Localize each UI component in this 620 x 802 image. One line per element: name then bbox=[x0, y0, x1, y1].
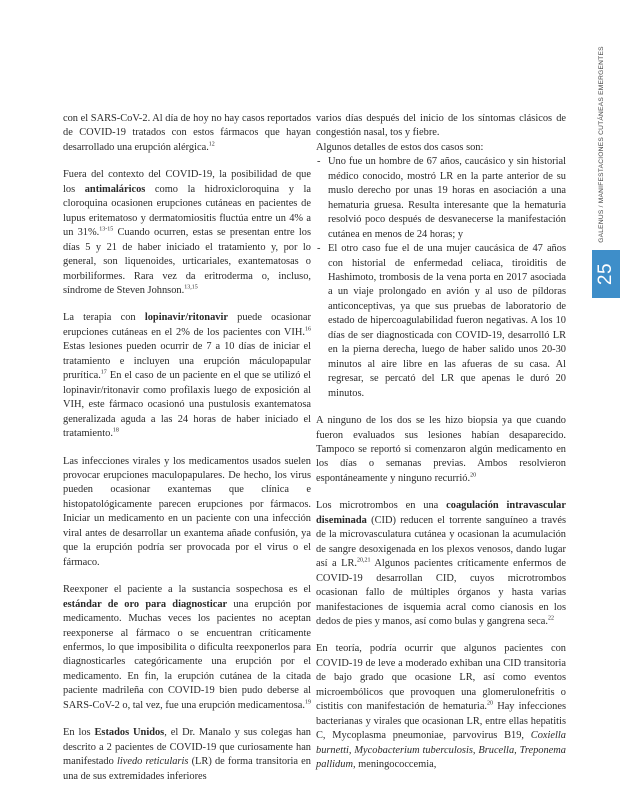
paragraph-text: Estas lesiones pueden ocurrir de 7 a 10 días de iniciar el tratamiento e incluyen una erupción máculopapular prurítica. bbox=[63, 341, 311, 382]
case-list bbox=[316, 155, 566, 401]
left-column bbox=[63, 112, 311, 797]
citation-ref: 22 bbox=[548, 615, 554, 622]
paragraph bbox=[316, 499, 566, 629]
paragraph-text: , el Dr. Manalo y sus colegas han descrito a 2 pacientes de COVID-19 que curiosamente han manifestado bbox=[63, 727, 312, 768]
paragraph bbox=[316, 414, 566, 486]
paragraph-text: Reexponer el paciente a la sustancia sospechosa es el bbox=[63, 584, 311, 596]
citation-ref: 17 bbox=[100, 369, 107, 376]
citation-ref: 16 bbox=[305, 326, 311, 333]
paragraph-text: con el SARS-CoV-2. Al día de hoy no hay casos reportados de COVID-19 tratados con estos fármacos que hayan desarrollado una erupción alérgica. bbox=[63, 113, 311, 153]
bold-term: coagulación intravascular diseminada bbox=[316, 500, 566, 526]
paragraph-text: A ninguno de los dos se les hizo biopsia ya que cuando fueron evaluados sus lesiones habían desaparecido. Tampoco se reportó si comenzaron algún medicamento en los días o semanas previas. Ambos resolvieron espontáneamente y ninguno recurrió. bbox=[316, 415, 566, 484]
paragraph bbox=[63, 168, 311, 298]
paragraph bbox=[63, 311, 311, 441]
paragraph-text: Algunos pacientes críticamente enfermos de COVID-19 desarrollan CID, cuyos microtrombos ocasionan fallo de múltiples órganos y hasta varias manifestaciones de isquemia acral como cianosis en los dedos de pies y manos, así como bulas y gangrena seca. bbox=[316, 558, 566, 627]
citation-ref: 19 bbox=[305, 699, 312, 706]
running-header bbox=[594, 46, 608, 242]
paragraph-text: como la hidroxicloroquina y la cloroquina ocasionen erupciones cutáneas en pacientes de lupus eritematoso y dermatomiositis fluctúa entre un 4% a un 31%. bbox=[63, 183, 311, 239]
italic-term: Coxiella burnetti, Mycobacterium tuberculosis, Brucella, Treponema pallidum, bbox=[316, 730, 566, 771]
paragraph bbox=[63, 112, 311, 155]
citation-ref: 20 bbox=[470, 472, 477, 479]
page-number-tab bbox=[592, 250, 620, 298]
citation-ref: 20 bbox=[487, 700, 494, 707]
paragraph-text: Cuando ocurren, estas se presentan entre los días 5 y 21 de haber iniciado el tratamiento y, por lo general, son liquenoides, urticariales, exantematosas o morbiliformes. Rara vez da eritroderma o, incluso, síndrome de Steven Johnson. bbox=[63, 227, 311, 296]
citation-ref: 20,21 bbox=[356, 557, 371, 564]
paragraph-text: La terapia con bbox=[63, 312, 145, 324]
paragraph-text: Las infecciones virales y los medicamentos usados suelen provocar erupciones maculopapulares. De hecho, los virus pueden ocasionar exantemas que clínica e histopatológicamente parecen erupciones por fármacos. Iniciar un medicamento en un paciente con una infección viral antes de desarrollar un exantema añade confusión, ya que la erupción podría ser provocada por el virus o el fármaco. bbox=[63, 455, 311, 568]
paragraph-text: (CID) reducen el torrente sanguíneo a través de la microvasculatura cutánea y ocasionan la acumulación de sangre desoxigenada en los plexos venosos, dando lugar así a LR. bbox=[316, 514, 566, 570]
paragraph-text: varios días después del inicio de los síntomas clásicos de congestión nasal, tos y fiebre. bbox=[316, 113, 566, 139]
paragraph-text: Algunos detalles de estos dos casos son: bbox=[316, 141, 484, 153]
bold-term: lopinavir/ritonavir bbox=[144, 312, 228, 324]
bold-term: Estados Unidos bbox=[94, 727, 165, 739]
paragraph bbox=[63, 726, 311, 784]
paragraph bbox=[63, 455, 311, 571]
citation-ref: 18 bbox=[112, 427, 119, 434]
italic-term: livedo reticularis bbox=[116, 756, 189, 768]
paragraph bbox=[63, 583, 311, 713]
paragraph-text: Fuera del contexto del COVID-19, la posibilidad de que los bbox=[63, 169, 311, 195]
running-header-text: GALENUS / MANIFESTACIONES CUTÁNEAS EMERGENTES bbox=[597, 45, 605, 243]
list-item: - Uno fue un hombre de 67 años, caucásico y sin historial médico conocido, mostró LR en la parte anterior de su muslo derecho por unas 19 horas en asociación a una hematuria gruesa. Resulta interesante que la hematuria resolvió poco después de desvanecerse la manifestación cutánea en menos de 24 horas; y bbox=[328, 155, 566, 242]
paragraph-text: En teoría, podría ocurrir que algunos pacientes con COVID-19 de leve a moderado exhiban una CID transitoria de bajo grado que ocasione LR, así como eventos microembólicos que provoquen una glomerulonefritis o cistitis con manifestación de hematuria. bbox=[316, 643, 566, 713]
paragraph-text: (LR) de forma transitoria en una de sus extremidades inferiores bbox=[63, 756, 311, 782]
list-item: - El otro caso fue el de una mujer caucásica de 47 años con historial de enfermedad celiaca, tiroiditis de Hashimoto, trombosis de la vena porta en 2017 asociada a un viaje prolongado en avión y al uso de píldoras anticonceptivas, ya que sus pruebas de laboratorio de estado de hipercoagulabilidad fueron negativas. A los 10 días de ser diagnosticada con COVID-19, desarrolló LR en la pierna derecha, luego de haber salido unos 20-30 minutos al aire libre en las afueras de su casa. Al regresar, se percató del LR que apenas le duró 20 minutos. bbox=[328, 242, 566, 401]
paragraph bbox=[316, 141, 566, 155]
page-number: 25 bbox=[594, 262, 616, 286]
bold-term: antimaláricos bbox=[84, 183, 146, 195]
paragraph bbox=[316, 112, 566, 141]
citation-ref: 12 bbox=[208, 141, 215, 148]
paragraph-text: Hay infecciones bacterianas y virales que ocasionan LR, entre ellas hepatitis C, Mycoplasma pneumoniae, parvovirus B19, bbox=[316, 701, 566, 742]
paragraph-text: puede ocasionar erupciones cutáneas en el 2% de los pacientes con VIH. bbox=[63, 312, 311, 338]
paragraph-text: meningococcemia, bbox=[355, 759, 437, 771]
paragraph-text: En los bbox=[63, 727, 95, 739]
right-column bbox=[316, 112, 566, 785]
paragraph-text: Los microtrombos en una bbox=[316, 500, 447, 512]
paragraph-text: una erupción por medicamento. Muchas veces los pacientes no aceptan reexponerse al fármaco o se encuentran críticamente enfermos, lo que imposibilita o dificulta reexponerlos para diagnosticarles categóricamente una erupción por el medicamento. En fin, la erupción cutánea de la citada paciente madrileña con COVID-19 bien pudo deberse al SARS-CoV-2 o, tal vez, fue una erupción medicamentosa. bbox=[63, 598, 311, 711]
citation-ref: 13,15 bbox=[184, 284, 198, 291]
paragraph-text: En el caso de un paciente en el que se utilizó el lopinavir/ritonavir como profilaxis luego de exposición al VIH, este fármaco ocasionó una pustulosis exantematosa generalizada aguda a las 24 horas de haber iniciado el tratamiento. bbox=[63, 370, 311, 440]
paragraph bbox=[316, 642, 566, 772]
bold-term: estándar de oro para diagnosticar bbox=[63, 598, 228, 610]
citation-ref: 13-15 bbox=[99, 226, 114, 233]
